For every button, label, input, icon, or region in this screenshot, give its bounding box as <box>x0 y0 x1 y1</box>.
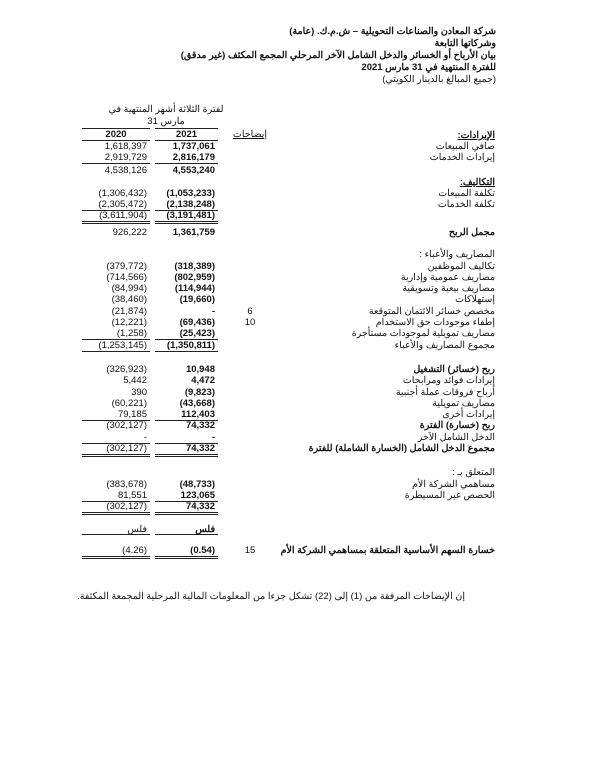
rule <box>155 512 218 513</box>
value-2020: (21,874) <box>111 306 147 317</box>
value-2021: (69,436) <box>179 317 215 328</box>
rule <box>82 534 150 535</box>
footer-note: إن الإيضاحات المرفقة من (1) إلى (22) تشكل جزءا من المعلومات المالية المرحلية المجمعة المكثفة. <box>77 591 465 602</box>
value-2020: (2,305,472) <box>98 199 147 210</box>
row-label: مجموع الدخل الشامل (الخسارة الشاملة) للفترة <box>308 443 495 454</box>
rule <box>82 454 150 455</box>
rule <box>82 456 150 457</box>
row-label: مصاريف تمويلية لموجودات مستأجرة <box>351 328 495 339</box>
value-2021: - <box>211 432 215 443</box>
value-2021: (114,944) <box>174 283 215 294</box>
row-label: إيرادات الخدمات <box>429 152 495 163</box>
period-header-line2: 31 مارس <box>147 116 185 127</box>
value-2021: (1,053,233) <box>166 188 215 199</box>
row-label: مساهمي الشركة الأم <box>412 479 495 490</box>
row-label: تكلفة المبيعات <box>438 188 495 199</box>
rule <box>155 556 218 557</box>
row-label: ربح (خسارة) الفترة <box>419 420 495 431</box>
value-2021: 112,403 <box>181 409 215 420</box>
row-label: الحصص غير المسيطرة <box>404 490 495 501</box>
rule <box>82 223 150 224</box>
rule <box>82 351 150 352</box>
column-2020: 2020 <box>105 129 127 140</box>
row-label: مصاريف عمومية وإدارية <box>400 272 495 283</box>
row-label: إطفاء موجودات حق الاستخدام <box>375 317 495 328</box>
row-label: إيرادات فوائد ومرابحات <box>402 375 495 386</box>
period-line: للفترة المنتهية في 31 مارس 2021 <box>361 62 496 73</box>
value-2020: فلس <box>127 524 147 535</box>
rule <box>155 514 218 515</box>
rule <box>82 514 150 515</box>
value-2021: (9,823) <box>184 387 215 398</box>
value-2021: (48,733) <box>179 479 215 490</box>
rule <box>155 163 218 164</box>
value-2020: (84,994) <box>111 283 147 294</box>
value-2021: 74,332 <box>185 501 215 512</box>
rule <box>155 351 218 352</box>
rule <box>82 512 150 513</box>
value-2020: 4,538,126 <box>104 165 147 176</box>
value-2020: (1,306,432) <box>98 188 147 199</box>
value-2021: 1,737,061 <box>172 141 215 152</box>
rule <box>82 163 150 164</box>
rule <box>155 454 218 455</box>
row-label: مصاريف تمويلية <box>432 398 495 409</box>
value-2020: (379,772) <box>106 261 147 272</box>
row-label: إيرادات أخرى <box>442 409 495 420</box>
value-2021: (3,191,481) <box>166 210 215 221</box>
value-2020: (3,611,904) <box>99 210 147 221</box>
value-2020: (1,258) <box>116 328 147 339</box>
value-2020: (38,460) <box>111 294 147 305</box>
row-note: 10 <box>244 317 256 328</box>
row-label: تكاليف الموظفين <box>427 261 495 272</box>
row-note: 15 <box>244 545 256 556</box>
rule <box>82 221 150 222</box>
statement-title: بيان الأرباح أو الخسائر والدخل الشامل الآخر المرحلي المجمع المكثف (غير مدقق) <box>180 50 496 61</box>
company-name: شركة المعادن والصناعات التحويلية – ش.م.ك. (عامة) <box>289 26 496 37</box>
value-2021: 4,553,240 <box>172 165 215 176</box>
value-2020: (1,253,145) <box>98 340 147 351</box>
row-label: تكلفة الخدمات <box>437 199 495 210</box>
row-label: أرباح فروقات عملة أجنبية <box>395 387 495 398</box>
row-label: مجموع المصاريف والأعباء <box>394 340 495 351</box>
value-2020: 926,222 <box>112 227 147 238</box>
value-2021: 10,948 <box>185 364 215 375</box>
rule <box>155 223 218 224</box>
value-2020: 79,185 <box>117 409 147 420</box>
value-2021: فلس <box>195 524 215 535</box>
row-label: الدخل الشامل الآخر <box>417 432 495 443</box>
value-2020: (60,221) <box>111 398 147 409</box>
row-label: مخصص خسائر الائتمان المتوقعة <box>368 306 495 317</box>
row-label: صافي المبيعات <box>435 141 495 152</box>
rule <box>82 556 150 557</box>
value-2020: 1,618,397 <box>104 141 147 152</box>
value-2021: 123,065 <box>180 490 215 501</box>
row-note: 6 <box>247 306 253 317</box>
value-2021: (2,138,248) <box>166 199 215 210</box>
value-2020: (326,923) <box>106 364 147 375</box>
value-2020: (4.26) <box>122 545 147 556</box>
value-2021: (0.54) <box>190 545 215 556</box>
row-label: المصاريف والأعباء : <box>419 249 495 260</box>
value-2020: 81,551 <box>117 490 147 501</box>
value-2021: 4,472 <box>191 375 215 386</box>
row-label: الإيرادات: <box>457 130 495 141</box>
row-label: مصاريف بيعية وتسويقية <box>402 283 495 294</box>
value-2020: (12,221) <box>111 317 147 328</box>
period-header-line1: لفترة الثلاثة أشهر المنتهية في <box>108 104 224 115</box>
currency-note: (جميع المبالغ بالدينار الكويتي) <box>382 74 496 85</box>
rule <box>155 221 218 222</box>
value-2021: 74,332 <box>185 420 215 431</box>
row-label: التكاليف: <box>459 177 495 188</box>
value-2021: (802,959) <box>174 272 215 283</box>
row-label: إستهلاكات <box>455 294 495 305</box>
value-2021: (318,389) <box>174 261 215 272</box>
subsidiaries-line: وشركاتها التابعة <box>434 38 496 49</box>
rule <box>155 558 218 559</box>
value-2021: (25,423) <box>179 328 215 339</box>
value-2020: (714,566) <box>106 272 147 283</box>
rule <box>155 456 218 457</box>
rule <box>155 534 218 535</box>
value-2021: 2,816,179 <box>172 152 215 163</box>
row-label: ربح (خسائر) التشغيل <box>413 364 495 375</box>
value-2021: (1,350,811) <box>166 340 215 351</box>
value-2021: (43,668) <box>179 398 215 409</box>
value-2021: 74,332 <box>185 443 215 454</box>
row-label: مجمل الربح <box>448 227 495 238</box>
value-2020: 390 <box>131 387 147 398</box>
rule <box>82 558 150 559</box>
row-label: خسارة السهم الأساسية المتعلقة بمساهمي الشركة الأم <box>280 545 495 556</box>
value-2020: (302,127) <box>106 420 147 431</box>
value-2021: - <box>211 306 215 317</box>
value-2021: (19,660) <box>179 294 215 305</box>
column-2021: 2021 <box>175 129 198 140</box>
value-2020: (302,127) <box>106 501 147 512</box>
value-2020: - <box>143 432 147 443</box>
value-2020: (302,127) <box>106 443 147 454</box>
row-label: المتعلق بـ : <box>452 467 495 478</box>
value-2021: 1,361,759 <box>172 227 215 238</box>
value-2020: 5,442 <box>123 375 147 386</box>
column-notes: إيضاحات <box>232 129 268 140</box>
value-2020: 2,919,729 <box>104 152 147 163</box>
value-2020: (383,678) <box>106 479 147 490</box>
